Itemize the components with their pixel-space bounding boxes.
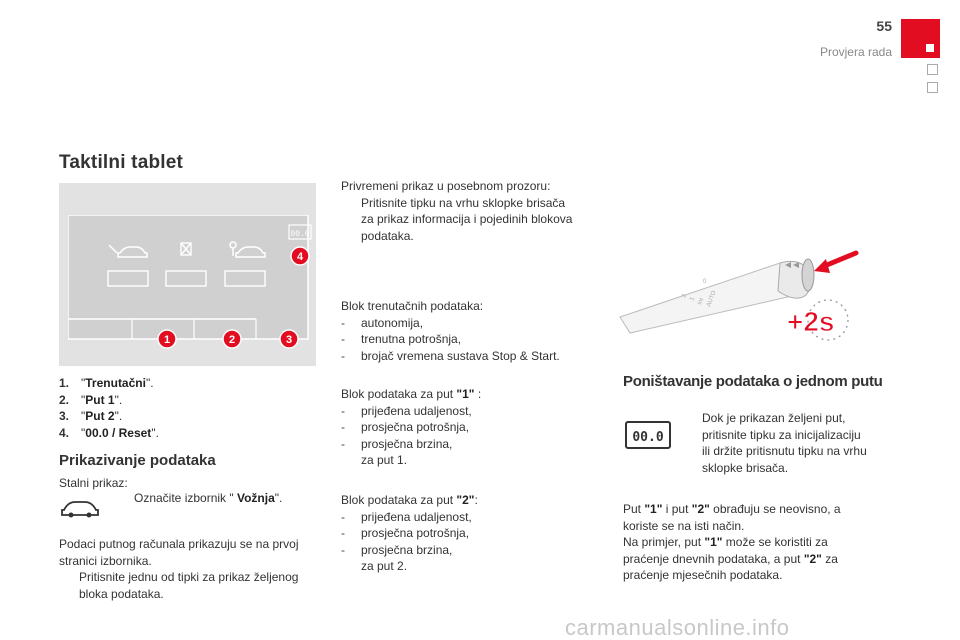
permanent-label: Stalni prikaz: (59, 476, 128, 490)
watermark: carmanualsonline.info (565, 615, 790, 640)
display-body: Podaci putnog računala prikazuju se na prvoj stranici izbornika. Pritisnite jednu od tipki za prikaz željenog bloka podataka. (59, 537, 299, 601)
list-item: - prosječna potrošnja, (341, 420, 470, 434)
svg-text:00.0: 00.0 (290, 230, 310, 239)
svg-text:2: 2 (681, 293, 689, 299)
chapter-title: Provjera rada (819, 45, 892, 59)
svg-text:3: 3 (285, 334, 293, 346)
legend-item: 2. " Put 1 ". (59, 392, 123, 407)
svg-text:00.0: 00.0 (632, 430, 664, 445)
temporary-display-text: Privremeni prikaz u posebnom prozoru: Pritisnite tipku na vrhu sklopke brisača za prikaz informacija i pojedinih blokova podataka. (341, 179, 573, 243)
trip2-data-block: Blok podataka za put "2": - prijeđena udaljenost, - prosječna potrošnja, - prosječna brzina, za put 2. (341, 492, 581, 575)
callout-2 (223, 330, 241, 348)
page-number: 55 (876, 18, 892, 34)
legend-item: 3. " Put 2 ". (59, 409, 123, 423)
list-item: - prosječna brzina, (341, 542, 453, 557)
list-item: - autonomija, (341, 315, 424, 330)
svg-text:Int: Int (697, 297, 706, 306)
car-icon (60, 497, 100, 519)
reset-instruction: Dok je prikazan željeni put, pritisnite tipku za inicijalizaciju ili držite pritisnutu tipku na vrhu sklopke brisača. (702, 411, 867, 475)
list-item: - prijeđena udaljenost, (341, 509, 472, 524)
current-data-block: Blok trenutačnih podataka: - autonomija, - trenutna potrošnja, - brojač vremena sustava Stop & Start. (341, 298, 601, 364)
list-item: - prosječna brzina, (341, 436, 453, 451)
callout-1 (158, 330, 176, 348)
reset-body: Put "1" i put "2" obrađuju se neovisno, a koriste se na isti način. Na primjer, put "1" može se koristiti za praćenje dnevnih podataka, a put "2" za praćenje mjesečnih podataka. (623, 502, 841, 582)
legend-list (59, 375, 309, 441)
select-menu-instruction: Označite izbornik " Vožnja". (134, 491, 283, 505)
page-title: Taktilni tablet (59, 152, 184, 173)
callout-4 (291, 247, 309, 265)
legend-item: 4. " 00.0 / Reset ". (59, 425, 159, 440)
svg-text:2: 2 (228, 334, 236, 346)
section-heading-display: Prikazivanje podataka (59, 452, 216, 469)
svg-text:1: 1 (689, 296, 697, 302)
section-heading-reset: Poništavanje podataka o jednom putu (623, 373, 883, 390)
callout-3 (280, 330, 298, 348)
list-item: - prosječna potrošnja, (341, 526, 470, 540)
svg-text:4: 4 (296, 251, 304, 263)
svg-text:+2s: +2s (787, 306, 835, 337)
hold-2s-icon (787, 300, 848, 340)
legend-item: 1. " Trenutačni ". (59, 376, 154, 390)
list-item: - prijeđena udaljenost, (341, 403, 472, 418)
svg-text:1: 1 (163, 334, 171, 346)
svg-text:AUTO: AUTO (706, 290, 718, 308)
reset-button-icon (625, 421, 671, 449)
list-item: - brojač vremena sustava Stop & Start. (341, 348, 560, 363)
wiper-stalk-illustration (600, 225, 890, 355)
trip1-data-block: Blok podataka za put "1" : - prijeđena udaljenost, - prosječna potrošnja, - prosječna brzina, za put 1. (341, 386, 581, 469)
svg-text:0: 0 (703, 279, 707, 285)
list-item: - trenutna potrošnja, (341, 332, 462, 346)
